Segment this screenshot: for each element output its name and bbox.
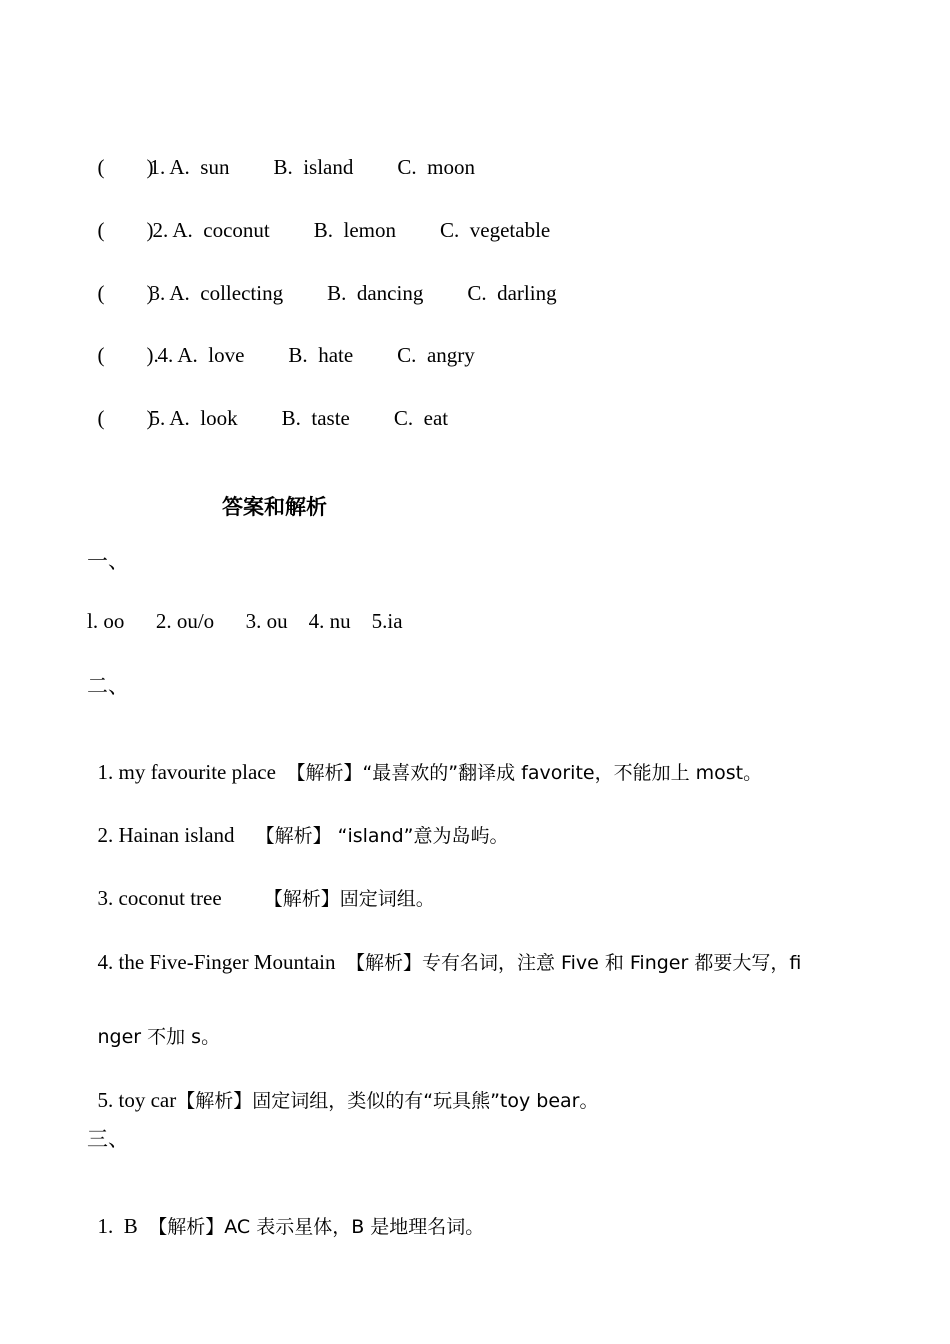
section-2-item-2 bbox=[87, 796, 509, 849]
answer-paren: ( ). bbox=[97, 343, 159, 367]
question-number: 3. A. bbox=[149, 281, 190, 305]
question-2 bbox=[87, 191, 550, 243]
item-english: 5. toy car bbox=[97, 1088, 177, 1112]
option-c-label: C. bbox=[440, 218, 460, 242]
question-number: 4. A. bbox=[157, 343, 198, 367]
answer-paren: ( ) bbox=[97, 155, 154, 179]
option-b: island bbox=[303, 155, 354, 179]
section-2-item-5 bbox=[87, 1061, 599, 1114]
item-explanation: 【解析】“最喜欢的”翻译成 favorite，不能加上 most。 bbox=[286, 762, 763, 784]
item-english: 1. my favourite place bbox=[97, 760, 287, 784]
question-number: 1. A. bbox=[149, 155, 190, 179]
item-english: 4. the Five-Finger Mountain bbox=[97, 950, 346, 974]
option-a: sun bbox=[200, 155, 230, 179]
option-b: dancing bbox=[356, 281, 424, 305]
section-2-item-4-continued bbox=[87, 997, 220, 1050]
item-explanation: 【解析】 “island”意为岛屿。 bbox=[255, 825, 509, 847]
option-b: hate bbox=[318, 343, 354, 367]
question-3 bbox=[87, 254, 557, 306]
option-c-label: C. bbox=[393, 406, 414, 430]
option-c: eat bbox=[423, 406, 449, 430]
option-a: love bbox=[208, 343, 245, 367]
item-english: 2. Hainan island bbox=[97, 823, 256, 847]
answer-paren: ( ) bbox=[97, 281, 154, 305]
option-c: angry bbox=[426, 343, 475, 367]
option-a: look bbox=[200, 406, 238, 430]
section-3-item-1 bbox=[87, 1187, 484, 1240]
section-1-answers: l. oo 2. ou/o 3. ou 4. nu 5.ia bbox=[87, 609, 403, 633]
item-explanation: 【解析】专有名词，注意 Five 和 Finger 都要大写，fi bbox=[345, 952, 802, 974]
option-b: lemon bbox=[343, 218, 397, 242]
option-b-label: B. bbox=[288, 343, 308, 367]
item-explanation: 【解析】AC 表示星体，B 是地理名词。 bbox=[148, 1216, 485, 1238]
section-2-item-1 bbox=[87, 733, 762, 786]
option-c: vegetable bbox=[469, 218, 551, 242]
option-c-label: C. bbox=[397, 155, 417, 179]
item-english: 1. B bbox=[97, 1214, 149, 1238]
question-4 bbox=[87, 316, 475, 368]
option-c: moon bbox=[427, 155, 475, 179]
option-c-label: C. bbox=[397, 343, 417, 367]
answer-paren: ( ) bbox=[97, 218, 154, 242]
question-1 bbox=[87, 128, 475, 180]
question-5 bbox=[87, 379, 448, 431]
question-number: 5. A. bbox=[149, 406, 190, 430]
option-c: darling bbox=[497, 281, 557, 305]
option-a: coconut bbox=[203, 218, 270, 242]
answer-paren: ( ) bbox=[97, 406, 154, 430]
option-a: collecting bbox=[200, 281, 284, 305]
item-explanation: nger 不加 s。 bbox=[97, 1026, 221, 1048]
section-1-label: 一、 bbox=[87, 549, 129, 573]
question-number: 2. A. bbox=[152, 218, 193, 242]
option-c-label: C. bbox=[467, 281, 487, 305]
item-explanation: 【解析】固定词组，类似的有“玩具熊”toy bear。 bbox=[176, 1090, 599, 1112]
section-2-item-3 bbox=[87, 859, 435, 912]
option-b-label: B. bbox=[313, 218, 334, 242]
option-b-label: B. bbox=[273, 155, 293, 179]
item-english: 3. coconut tree bbox=[97, 886, 264, 910]
section-3-label: 三、 bbox=[87, 1127, 129, 1151]
option-b: taste bbox=[311, 406, 350, 430]
answers-title: 答案和解析 bbox=[222, 495, 327, 519]
item-explanation: 【解析】固定词组。 bbox=[263, 888, 435, 910]
option-b-label: B. bbox=[327, 281, 347, 305]
section-2-item-4 bbox=[87, 923, 801, 976]
option-b-label: B. bbox=[281, 406, 301, 430]
section-2-label: 二、 bbox=[87, 674, 129, 698]
